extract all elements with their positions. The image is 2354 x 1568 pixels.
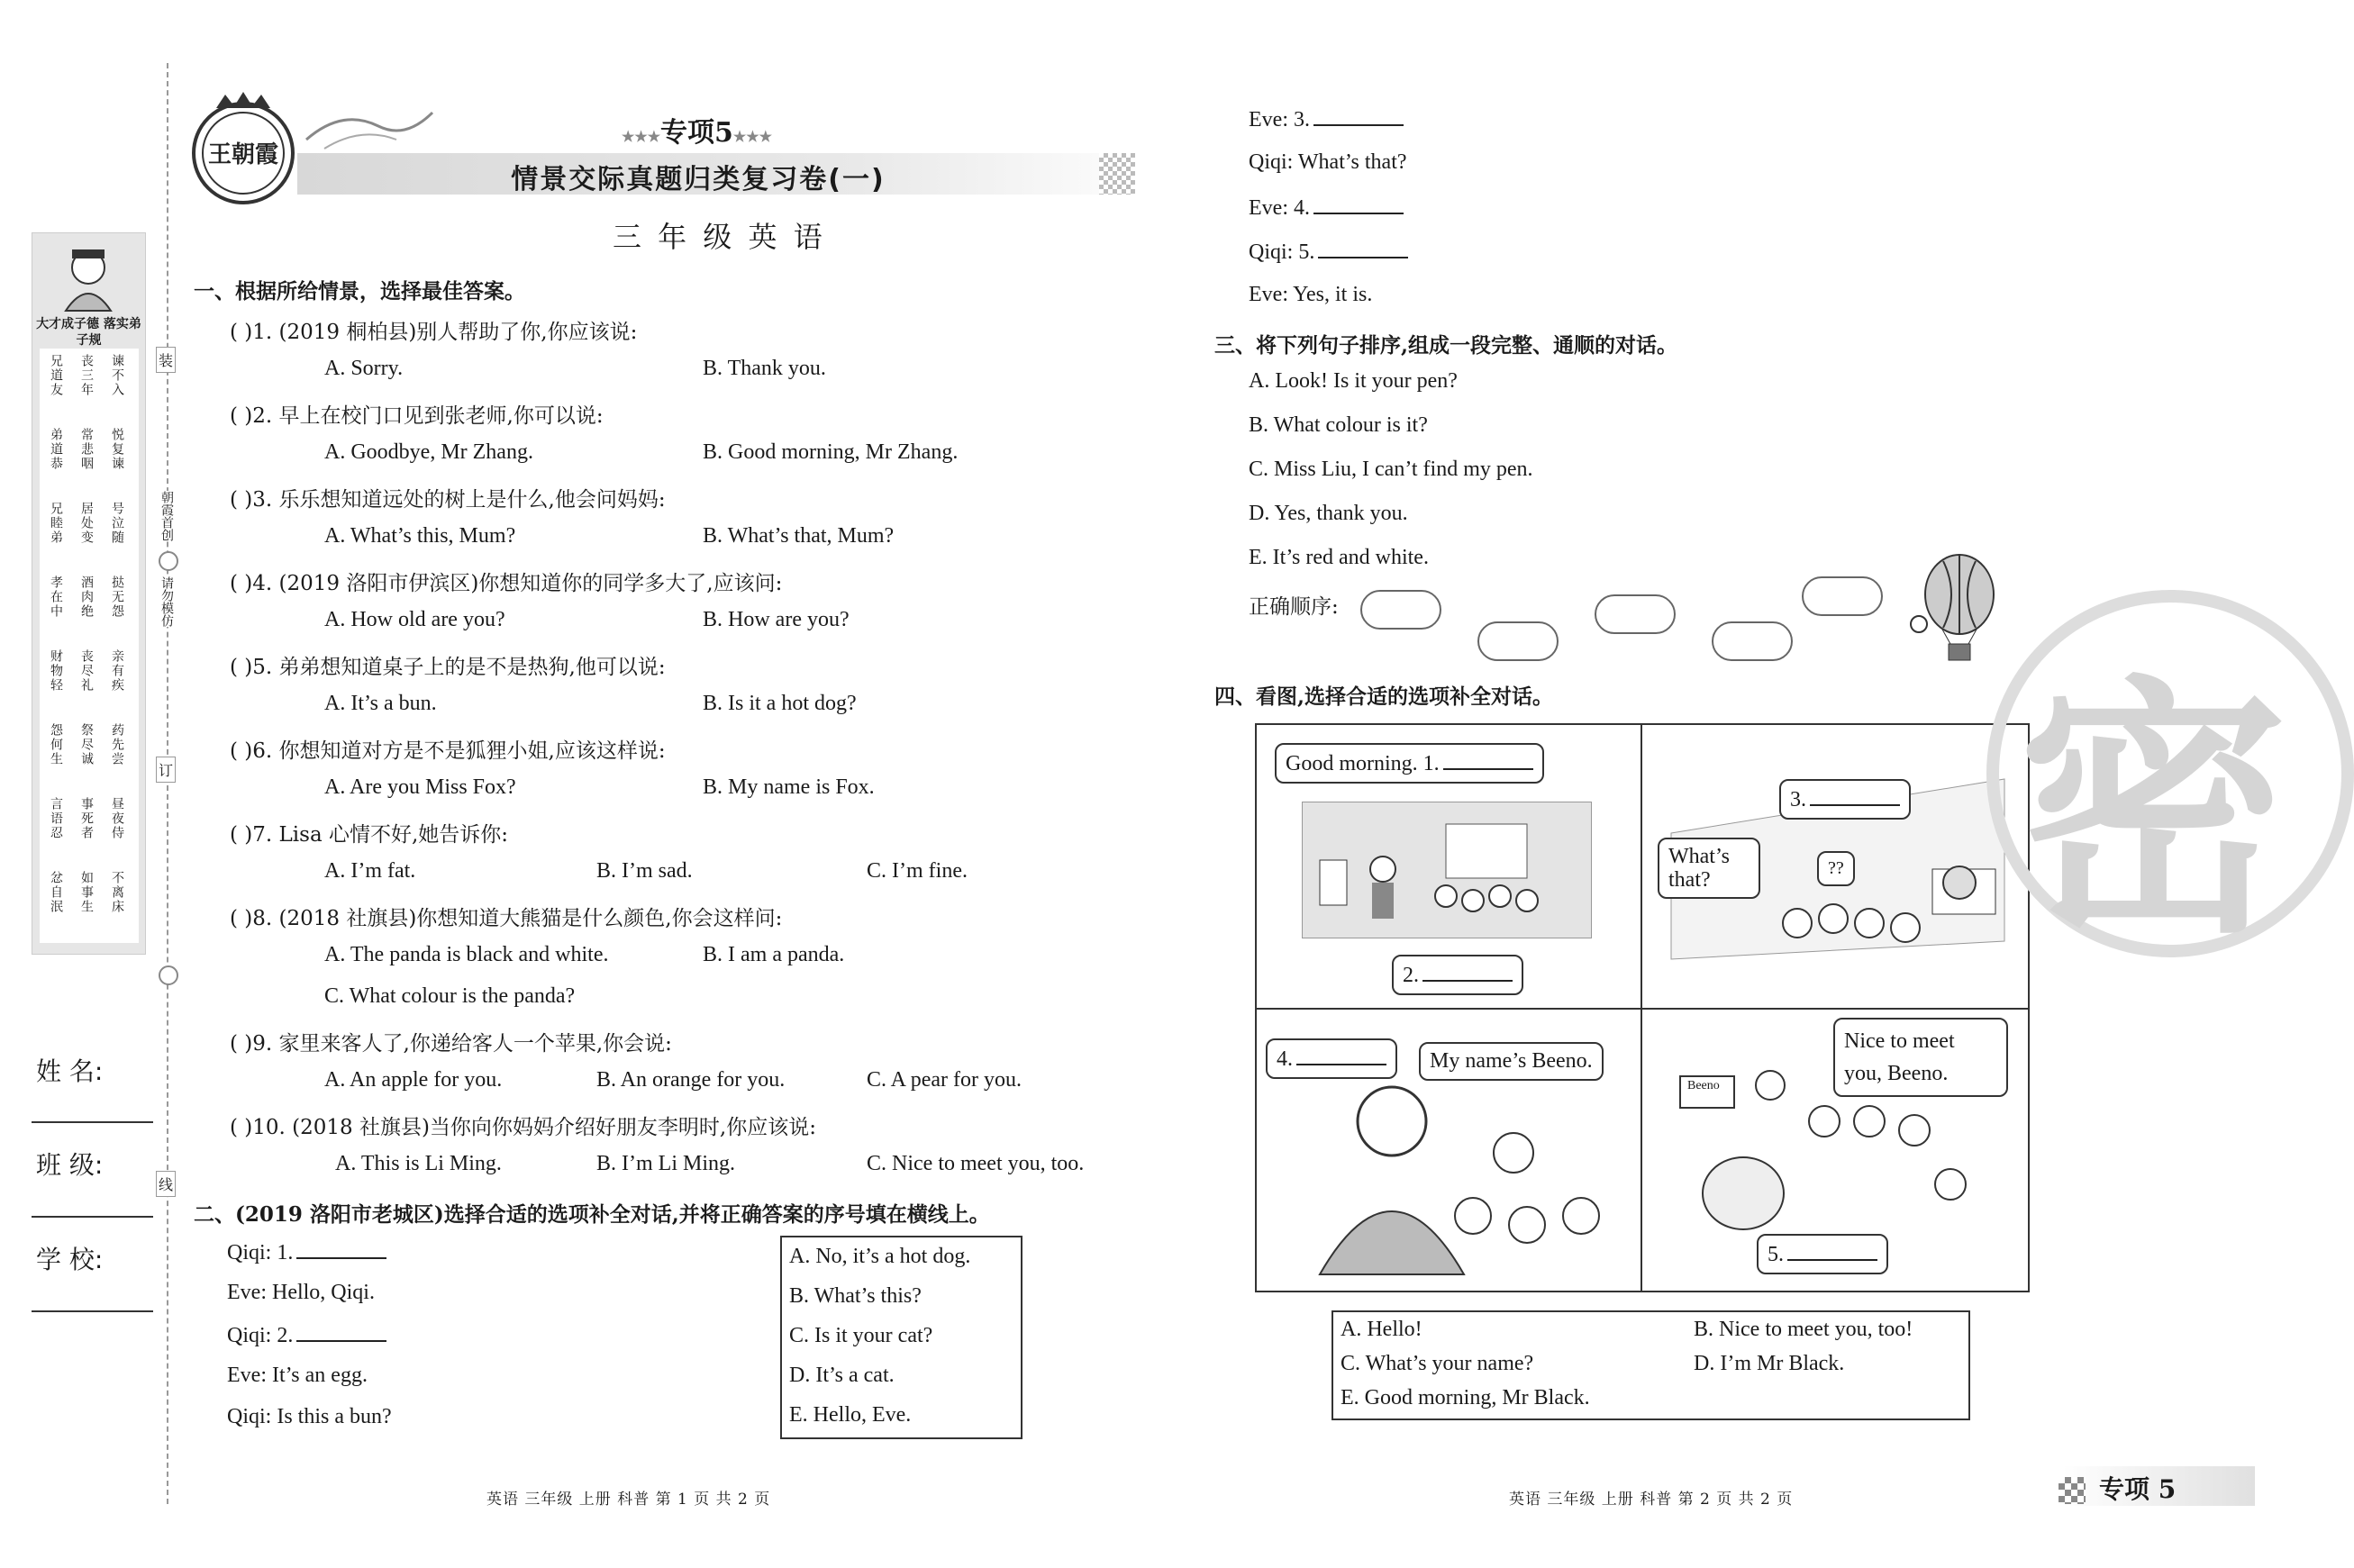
section3-sentence: E. It’s red and white. — [1249, 546, 1429, 569]
logo-text: 王朝霞 — [207, 141, 279, 168]
motto-column: 弟道恭 — [49, 428, 63, 471]
order-cloud-5[interactable] — [1802, 576, 1883, 616]
panel-3-answer-bubble[interactable]: 4. — [1266, 1038, 1397, 1079]
title-band — [297, 153, 1099, 195]
dialogue-line — [1249, 195, 1404, 221]
school-label: 学 校: — [36, 1245, 104, 1274]
introduction-scene-icon — [1293, 1067, 1626, 1274]
option-c[interactable]: C. What colour is the panda? — [324, 984, 576, 1008]
dialogue-text: Qiqi: What’s that? — [1249, 150, 1407, 174]
dialogue-text: Qiqi: 5. — [1249, 240, 1315, 264]
dialogue-line — [227, 1281, 375, 1305]
option-a[interactable]: A. It’s a bun. — [324, 692, 437, 715]
section2-options-box — [780, 1236, 1022, 1439]
dialogue-line — [1249, 150, 1407, 175]
motto-column: 丧尽礼 — [79, 649, 94, 693]
option-b[interactable]: B. An orange for you. — [596, 1068, 786, 1092]
class-line[interactable] — [32, 1216, 153, 1218]
series-label: ★★★专项5★★★ — [622, 117, 772, 149]
motto-column: 兄道友 — [49, 354, 63, 397]
motto-column: 兄睦弟 — [49, 502, 63, 545]
dialogue-text: Qiqi: Is this a bun? — [227, 1405, 392, 1428]
motto-column: 居处变 — [79, 502, 94, 545]
order-cloud-2[interactable] — [1477, 621, 1559, 661]
section2-option: E. Hello, Eve. — [789, 1403, 912, 1427]
publisher-logo-icon — [171, 90, 315, 207]
dialogue-text: Eve: Yes, it is. — [1249, 283, 1373, 306]
dialogue-text: Eve: 4. — [1249, 196, 1310, 220]
checker-decoration — [1099, 153, 1135, 195]
option-c[interactable]: C. Nice to meet you, too. — [867, 1152, 1085, 1175]
option-c[interactable]: C. A pear for you. — [867, 1068, 1022, 1092]
section3-sentence: D. Yes, thank you. — [1249, 502, 1408, 525]
section4-option: B. Nice to meet you, too! — [1694, 1318, 1913, 1341]
answer-blank[interactable] — [296, 1239, 386, 1259]
answer-blank[interactable] — [1313, 195, 1404, 214]
footer-tab-squares — [2059, 1477, 2086, 1504]
option-a[interactable]: A. The panda is black and white. — [324, 943, 609, 966]
page-subtitle: 三 年 级 英 语 — [613, 220, 826, 254]
hot-air-balloon-icon — [1896, 554, 2004, 680]
section3-sentence: C. Miss Liu, I can’t find my pen. — [1249, 458, 1533, 481]
binding-circle-1 — [159, 551, 178, 571]
binding-mark-nocopy: 请勿模仿 — [159, 576, 174, 627]
footer-right: 英语 三年级 上册 科普 第 2 页 共 2 页 — [1509, 1491, 1794, 1509]
panel-3-bubble: My name’s Beeno. — [1419, 1042, 1604, 1081]
panel-2-question-bubble: What’s that? — [1658, 838, 1760, 899]
order-cloud-3[interactable] — [1595, 594, 1676, 634]
option-a[interactable]: A. Sorry. — [324, 357, 404, 380]
option-b[interactable]: B. Thank you. — [703, 357, 826, 380]
option-a[interactable]: A. Are you Miss Fox? — [324, 775, 516, 799]
section2-option: D. It’s a cat. — [789, 1364, 895, 1387]
motto-column: 常悲咽 — [79, 428, 94, 471]
binding-circle-2 — [159, 965, 178, 985]
school-line[interactable] — [32, 1310, 153, 1312]
option-b[interactable]: B. How are you? — [703, 608, 850, 631]
page-title: 情景交际真题归类复习卷(一) — [511, 164, 886, 195]
dialogue-line — [227, 1322, 386, 1348]
dialogue-text: Qiqi: 2. — [227, 1324, 294, 1347]
section3-sentence: B. What colour is it? — [1249, 413, 1428, 437]
dialogue-text: Eve: Hello, Qiqi. — [227, 1281, 375, 1304]
name-label: 姓 名: — [36, 1056, 104, 1086]
option-a[interactable]: A. This is Li Ming. — [335, 1152, 502, 1175]
dialogue-line — [1249, 239, 1408, 265]
binding-mark-ding: 订 — [156, 757, 176, 783]
dialogue-text: Qiqi: 1. — [227, 1241, 294, 1264]
motto-column: 号泣随 — [110, 502, 124, 545]
section4-option: D. I’m Mr Black. — [1694, 1352, 1845, 1375]
binding-mark-xian: 线 — [156, 1171, 176, 1197]
dialogue-line — [227, 1405, 392, 1429]
option-a[interactable]: A. What’s this, Mum? — [324, 524, 516, 548]
answer-blank[interactable] — [296, 1322, 386, 1342]
motto-column: 孝在中 — [49, 576, 63, 619]
question-stem: ( )7. Lisa 心情不好,她告诉你: — [230, 823, 509, 847]
motto-column: 不离床 — [110, 871, 124, 914]
question-stem: ( )3. 乐乐想知道远处的树上是什么,他会问妈妈: — [230, 488, 666, 512]
dialogue-line — [1249, 106, 1404, 132]
beeno-sign: Beeno — [1687, 1079, 1720, 1092]
motto-column: 怨何生 — [49, 723, 63, 766]
panel-1-bubble: Good morning. 1. — [1275, 743, 1544, 784]
dialogue-line — [1249, 283, 1372, 307]
section2-heading: 二、(2019 洛阳市老城区)选择合适的选项补全对话,并将正确答案的序号填在横线上。 — [194, 1202, 990, 1227]
panel-1-answer-bubble[interactable]: 2. — [1392, 955, 1523, 995]
motto-column: 亲有疾 — [110, 649, 124, 693]
section4-option: E. Good morning, Mr Black. — [1341, 1386, 1590, 1409]
question-stem: ( )10. (2018 社旗县)当你向你妈妈介绍好朋友李明时,你应该说: — [230, 1116, 816, 1139]
motto-column: 言语忍 — [49, 797, 63, 840]
question-stem: ( )1. (2019 桐柏县)别人帮助了你,你应该说: — [230, 321, 638, 344]
motto-column: 谏不入 — [110, 354, 124, 397]
binding-mark-zhuang: 装 — [156, 347, 176, 373]
watermark-text: 密 — [2018, 655, 2288, 969]
option-a[interactable]: A. Goodbye, Mr Zhang. — [324, 440, 533, 464]
scholar-figure-icon — [52, 240, 124, 313]
option-a[interactable]: A. How old are you? — [324, 608, 505, 631]
footer-left: 英语 三年级 上册 科普 第 1 页 共 2 页 — [486, 1491, 771, 1509]
section4-option: C. What’s your name? — [1341, 1352, 1534, 1375]
answer-blank[interactable] — [1313, 106, 1404, 126]
order-cloud-1[interactable] — [1360, 590, 1441, 630]
motto-column: 酒肉绝 — [79, 576, 94, 619]
picture-grid — [1255, 723, 2030, 1292]
motto-column: 悦复谏 — [110, 428, 124, 471]
motto-column: 挞无怨 — [110, 576, 124, 619]
option-b[interactable]: B. I am a panda. — [703, 943, 845, 966]
option-b[interactable]: B. Is it a hot dog? — [703, 692, 857, 715]
panel-4-answer-bubble[interactable]: 5. — [1757, 1234, 1888, 1274]
dialogue-text: Eve: It’s an egg. — [227, 1364, 368, 1387]
motto-column: 事死者 — [79, 797, 94, 840]
motto-column: 如事生 — [79, 871, 94, 914]
ribbon-decoration-icon — [306, 99, 441, 153]
option-c[interactable]: C. I’m fine. — [867, 859, 968, 883]
motto-top: 大才成子德 落实弟子规 — [36, 317, 141, 348]
panel-4-bubble: Nice to meet you, Beeno. — [1833, 1018, 2008, 1097]
section2-option: B. What’s this? — [789, 1284, 922, 1308]
binding-line — [167, 63, 168, 1504]
motto-panel — [32, 232, 146, 955]
dialogue-line — [227, 1364, 368, 1388]
motto-column: 忿自泯 — [49, 871, 63, 914]
section1-heading: 一、根据所给情景，选择最佳答案。 — [194, 279, 525, 304]
name-line[interactable] — [32, 1121, 153, 1123]
question-stem: ( )6. 你想知道对方是不是狐狸小姐,应该这样说: — [230, 739, 666, 763]
motto-column: 药先尝 — [110, 723, 124, 766]
question-stem: ( )8. (2018 社旗县)你想知道大熊猫是什么颜色,你会这样问: — [230, 907, 783, 930]
order-cloud-4[interactable] — [1712, 621, 1793, 661]
option-a[interactable]: A. An apple for you. — [324, 1068, 503, 1092]
option-b[interactable]: B. What’s that, Mum? — [703, 524, 895, 548]
section2-option: C. Is it your cat? — [789, 1324, 933, 1347]
dialogue-line — [227, 1239, 386, 1265]
section4-heading: 四、看图,选择合适的选项补全对话。 — [1214, 684, 1554, 709]
option-b[interactable]: B. I’m Li Ming. — [596, 1152, 735, 1175]
question-stem: ( )4. (2019 洛阳市伊滨区)你想知道你的同学多大了,应该问: — [230, 572, 783, 595]
section4-option: A. Hello! — [1341, 1318, 1422, 1341]
option-b[interactable]: B. Good morning, Mr Zhang. — [703, 440, 959, 464]
section3-sentence: A. Look! Is it your pen? — [1249, 369, 1458, 393]
option-b[interactable]: B. My name is Fox. — [703, 775, 875, 799]
binding-mark-original: 朝霞首创 — [159, 491, 174, 541]
class-label: 班 级: — [36, 1150, 104, 1180]
motto-column: 昼夜侍 — [110, 797, 124, 840]
motto-column: 祭尽诚 — [79, 723, 94, 766]
panel-2-answer-bubble[interactable]: 3. — [1779, 779, 1911, 820]
panel-2-thought-bubble: ?? — [1817, 851, 1855, 886]
option-a[interactable]: A. I’m fat. — [324, 859, 416, 883]
classroom-scene-icon — [1311, 815, 1581, 932]
answer-blank[interactable] — [1318, 239, 1408, 258]
question-stem: ( )9. 家里来客人了,你递给客人一个苹果,你会说: — [230, 1032, 672, 1056]
motto-columns — [40, 349, 139, 943]
section4-options-box — [1332, 1310, 1970, 1420]
question-stem: ( )5. 弟弟想知道桌子上的是不是热狗,他可以说: — [230, 656, 666, 679]
motto-column: 财物轻 — [49, 649, 63, 693]
option-b[interactable]: B. I’m sad. — [596, 859, 693, 883]
motto-column: 丧三年 — [79, 354, 94, 397]
dialogue-text: Eve: 3. — [1249, 108, 1310, 131]
section2-option: A. No, it’s a hot dog. — [789, 1245, 971, 1268]
footer-tab-label: 专项 5 — [2099, 1474, 2177, 1504]
order-label: 正确顺序: — [1249, 595, 1339, 619]
section3-heading: 三、将下列句子排序,组成一段完整、通顺的对话。 — [1214, 333, 1678, 358]
question-stem: ( )2. 早上在校门口见到张老师,你可以说: — [230, 404, 604, 428]
